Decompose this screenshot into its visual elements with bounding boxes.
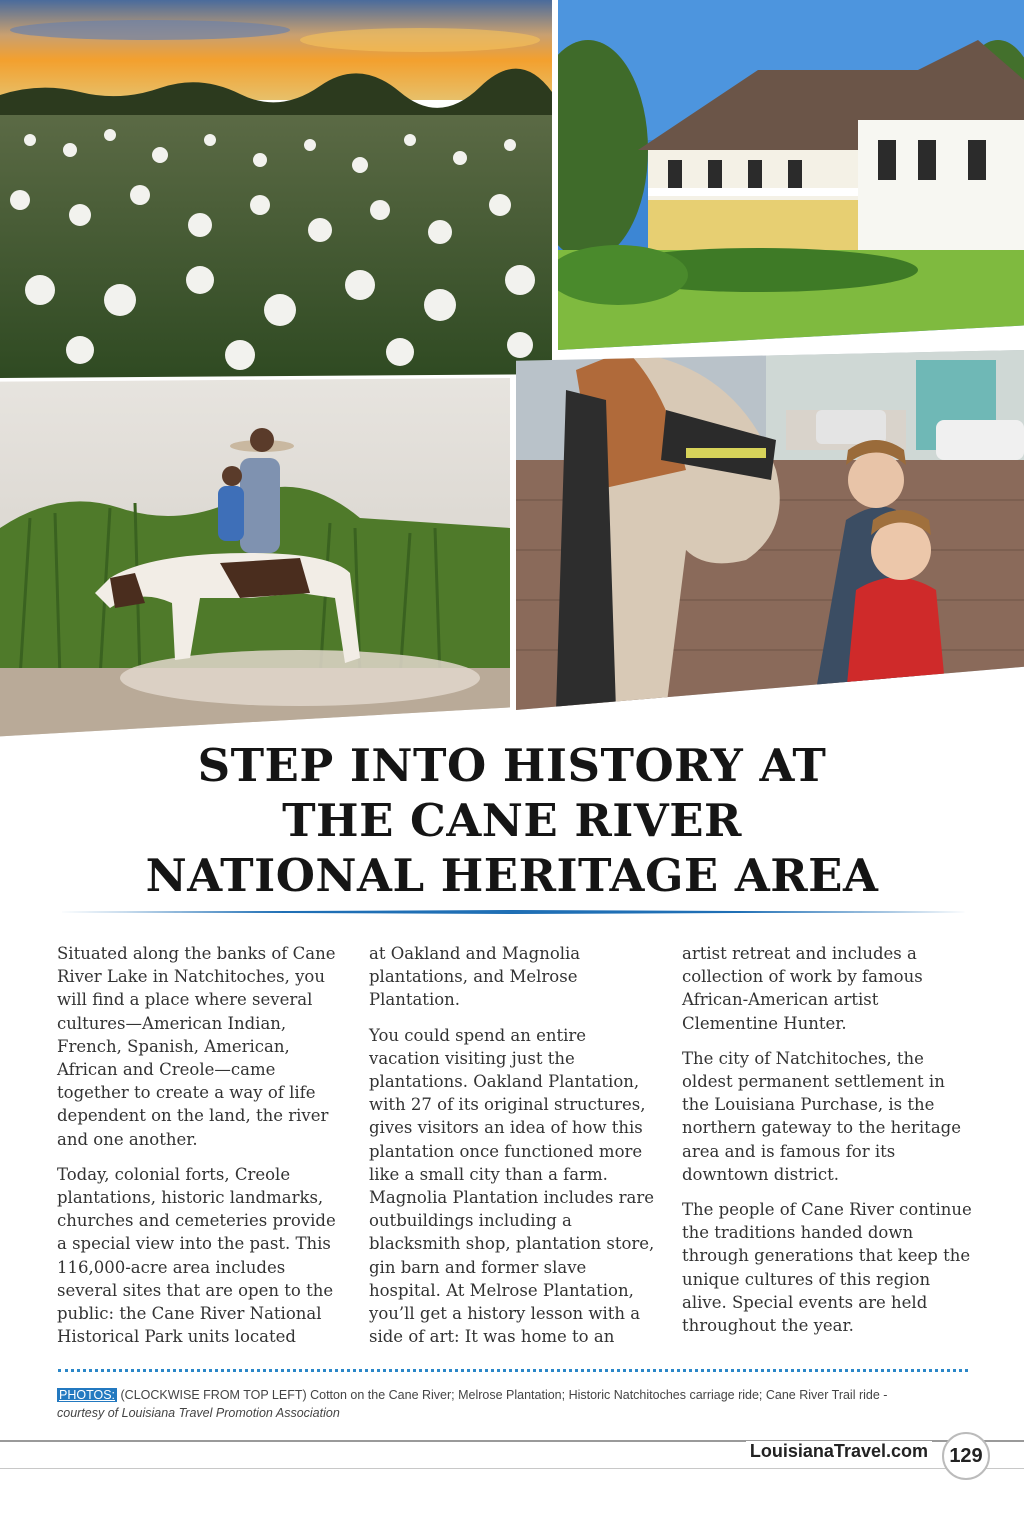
- paragraph: You could spend an entire vacation visiting just the plantations. Oakland Plantation, with 27 of its original structures, gives visitors an idea of how this plantation once functioned more like a small city than a farm. Magnolia Plantation includes rare outbuildings including a blacksmith shop, plantation store, gin barn and former slave hospital. At Melrose Plantation, you’ll get a history lesson with a side of art: It was home to an: [369, 1025, 655, 1347]
- paragraph: Situated along the banks of Cane River Lake in Natchitoches, you will find a place where several cultures—American Indian, French, Spanish, American, African and Creole—came together to create a way of life dependent on the land, the river and one another.: [57, 944, 336, 1149]
- caption-text: (CLOCKWISE FROM TOP LEFT) Cotton on the Cane River; Melrose Plantation; Historic Natchitoches carriage ride; Cane River Trail ride -: [117, 1388, 888, 1402]
- paragraph: artist retreat and includes a collection of work by famous African-American artist Clementine Hunter.: [682, 944, 923, 1033]
- footer-rule-lower: [0, 1468, 1024, 1469]
- page-number: 129: [942, 1432, 990, 1480]
- caption-divider: [58, 1369, 968, 1372]
- article-column-2: [369, 942, 661, 1360]
- title-line: NATIONAL HERITAGE AREA: [145, 849, 879, 902]
- article-column-1: [57, 942, 349, 1360]
- title-line: STEP INTO HISTORY AT: [197, 739, 827, 792]
- caption-credit: courtesy of Louisiana Travel Promotion Association: [57, 1406, 340, 1420]
- trail-ride-photo: [0, 378, 510, 740]
- paragraph: The people of Cane River continue the traditions handed down through generations that keep the unique cultures of this region alive. Special events are held throughout the year.: [682, 1200, 972, 1336]
- title-underline: [58, 910, 968, 914]
- paragraph: at Oakland and Magnolia plantations, and Melrose Plantation.: [369, 944, 581, 1010]
- carriage-ride-photo: [516, 350, 1024, 710]
- photo-caption: [57, 1386, 957, 1422]
- paragraph: Today, colonial forts, Creole plantations, historic landmarks, churches and cemeteries provide a special view into the past. This 116,000-acre area includes several sites that are open to the public: the Cane River National Historical Park units located: [57, 1164, 336, 1347]
- photos-label: PHOTOS:: [59, 1388, 116, 1402]
- article-title: [60, 738, 964, 903]
- paragraph: The city of Natchitoches, the oldest permanent settlement in the Louisiana Purchase, is the northern gateway to the heritage area and is famous for its downtown district.: [682, 1048, 961, 1184]
- cotton-field-photo: [0, 0, 552, 378]
- title-line: THE CANE RIVER: [282, 794, 742, 847]
- melrose-plantation-photo: [558, 0, 1024, 350]
- article-column-3: [682, 942, 974, 1349]
- footer-website: LouisianaTravel.com: [746, 1441, 932, 1462]
- photo-collage: [0, 0, 1024, 740]
